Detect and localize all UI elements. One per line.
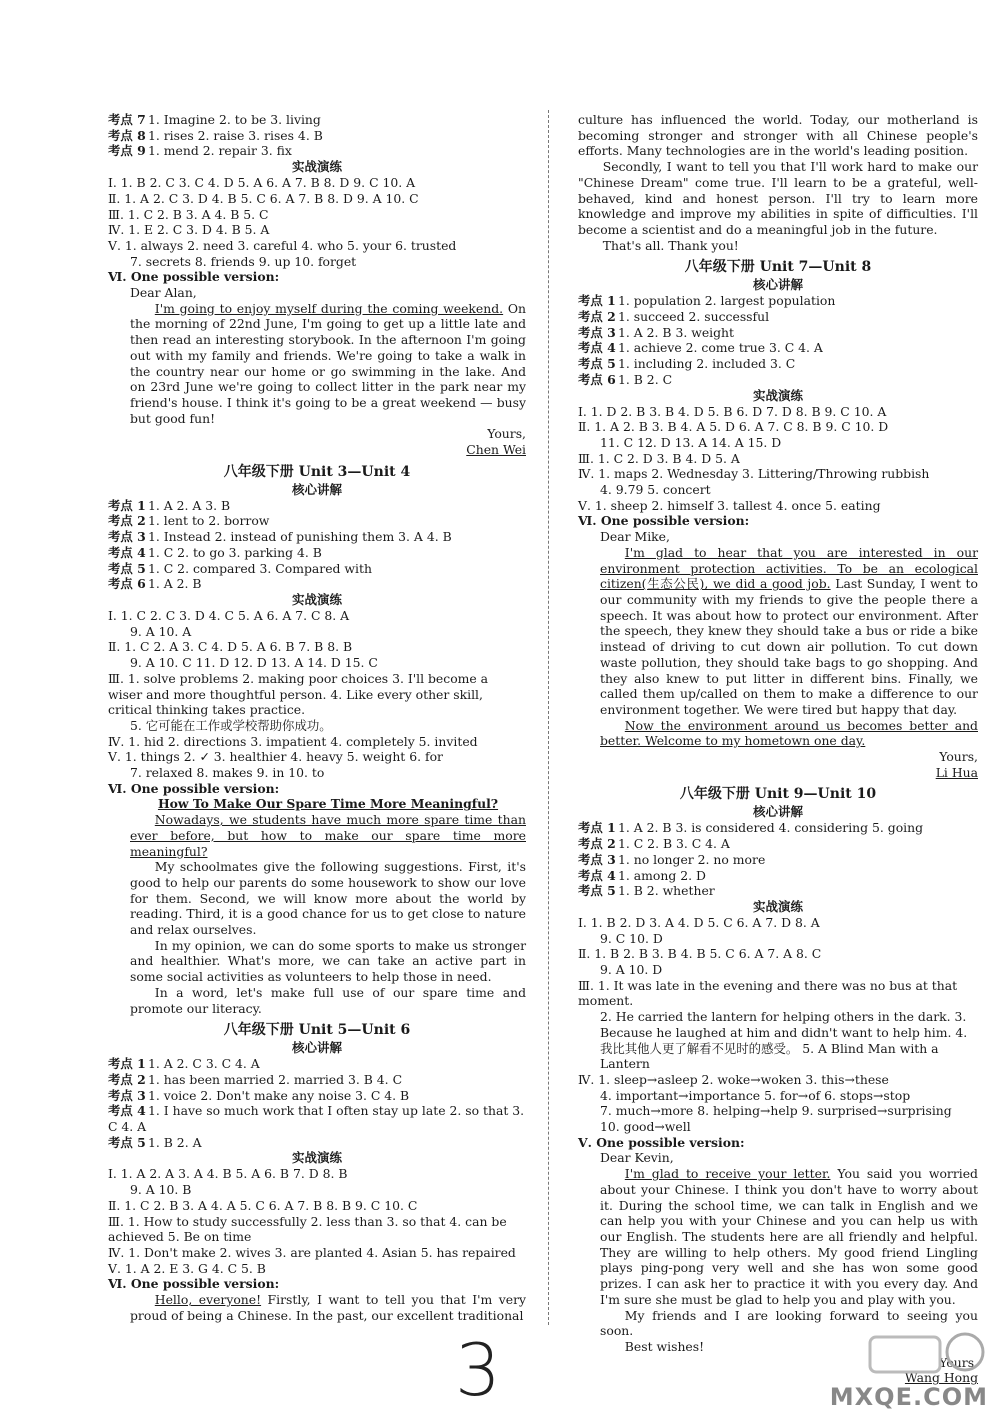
unit56-kd-list [108, 1056, 526, 1150]
kd-row [578, 372, 978, 388]
unit34-essay [108, 796, 526, 1016]
unit56-practice-title: 实战演练 [291, 1150, 342, 1166]
unit910-practice-title: 实战演练 [752, 898, 803, 914]
kd-row [578, 340, 978, 356]
letter-mike [578, 529, 978, 780]
right-column [578, 112, 978, 1386]
letter-body-text: On the morning of 22nd June, I'm going to get up a little late and then read an interesting storybook. In the afternoon I'm going out with my family and friends. We're going to take a walk in the country near our home or go swimming in the lake. And on 23rd June we're going to collect litter in the park near my friend's house. I think it's going to be a great weekend — busy but good fun! [130, 300, 527, 426]
unit34-practice-list [108, 608, 526, 781]
kd-row [578, 820, 978, 836]
kd-answer: 1. B 2. whether [618, 883, 715, 899]
answer-line: Ⅰ. 1. B 2. C 3. C 4. D 5. A 6. A 7. B 8. D 9. C 10. A [108, 175, 416, 191]
kevin-p3: Best wishes! [624, 1338, 705, 1354]
kd-label: 考点 3 [578, 324, 616, 340]
kd-label: 考点 2 [578, 836, 616, 852]
answer-line: 10. good→well [600, 1119, 691, 1135]
answer-line: Ⅲ. 1. solve problems 2. making poor choices 3. I'll become a wiser and more thoughtful person. 4. Like every other skill, critical thinking takes practice. [108, 670, 489, 718]
essay-title: How To Make Our Spare Time More Meaningful? [157, 796, 499, 812]
kd-answer: 1. succeed 2. successful [618, 309, 770, 325]
writing-label: Ⅵ. One possible version: [108, 269, 280, 285]
kevin-greeting: Dear Kevin, [600, 1150, 674, 1166]
kd-answer: 1. including 2. included 3. C [618, 356, 796, 372]
kd-label: 考点 5 [578, 883, 616, 899]
answer-line: Ⅲ. 1. How to study successfully 2. less than 3. so that 4. can be achieved 5. Be on time [108, 1213, 507, 1245]
answer-line: Ⅱ. 1. A 2. B 3. B 4. A 5. D 6. A 7. C 8. B 9. C 10. D [578, 419, 889, 435]
kd-answer: 1. I have so much work that I often stay up late 2. so that 3. C 4. A [108, 1103, 525, 1135]
kevin-p2: My friends and I are looking forward to seeing you soon. [600, 1307, 978, 1339]
kevin-signature: Wang Hong [904, 1370, 978, 1386]
unit56-title: 八年级下册 Unit 5—Unit 6 [223, 1022, 411, 1039]
answer-line: Ⅳ. 1. maps 2. Wednesday 3. Littering/Throwing rubbish [578, 466, 930, 482]
kd-row [108, 545, 526, 561]
kd-answer: 1. mend 2. repair 3. fix [148, 143, 292, 159]
kd-answer: 1. rises 2. raise 3. rises 4. B [148, 127, 323, 143]
kd-answer: 1. B 2. C [618, 371, 673, 387]
kd-label: 考点 3 [578, 851, 616, 867]
unit78-practice-list [578, 404, 978, 514]
answer-line: Ⅱ. 1. C 2. B 3. A 4. A 5. C 6. A 7. B 8. B 9. C 10. C [108, 1197, 418, 1213]
kd-answer: 1. C 2. compared 3. Compared with [148, 560, 372, 576]
mike-closing: Yours, [939, 749, 978, 765]
unit78-writing-label: Ⅵ. One possible version: [578, 513, 750, 529]
kd-answer: 1. A 2. A 3. B [148, 497, 231, 513]
letter-alan [108, 285, 526, 458]
speech-start: Firstly, I want to tell you that I'm very proud of being a Chinese. In the past, our excellent traditional [130, 1292, 526, 1323]
answer-line: Ⅰ. 1. B 2. D 3. A 4. D 5. C 6. A 7. D 8. A [578, 914, 820, 930]
answer-line: 9. C 10. D [600, 930, 663, 946]
unit34-practice-title: 实战演练 [291, 591, 342, 607]
kd-label: 考点 5 [578, 356, 616, 372]
kd-row [578, 293, 978, 309]
mike-p1-underlined: I'm glad to hear that you are interested in our environment protection activities. To be an ecological citizen(生态公民), we did a good job. [600, 544, 978, 592]
mike-greeting: Dear Mike, [600, 529, 670, 545]
essay-p2: My schoolmates give the following suggestions. First, it's good to help our parents do some housework to show our love for them. Second, we will know more about the world by reading. Third, it is a good chance for us to get close to nature and relax ourselves. [130, 859, 526, 938]
kd-answer: 1. voice 2. Don't make any noise 3. C 4. B [148, 1087, 410, 1103]
kevin-closing: Yours, [939, 1354, 978, 1370]
answer-line: 9. A 10. A [130, 623, 192, 639]
unit34-title: 八年级下册 Unit 3—Unit 4 [223, 463, 411, 480]
answer-line: Ⅳ. 1. hid 2. directions 3. impatient 4. completely 5. invited [108, 733, 478, 749]
kd-label: 考点 3 [108, 1087, 146, 1103]
unit56-writing-label: Ⅵ. One possible version: [108, 1276, 280, 1292]
kd-answer: 1. achieve 2. come true 3. C 4. A [618, 340, 823, 356]
mike-p1: Last Sunday, I went to our community with my friends to give the people there a speech. It was about how to protect our environment. After the speech, they knew they should take a bus or ride a bike instead of driving to cut down air pollution. To cut down waste pollution, they should take bags to go shopping. And they also knew to put litter in different bins. Finally, we called them up/called on them to make a difference to our environment together. We were tired but happy that day. [600, 576, 978, 717]
answer-line: Ⅲ. 1. C 2. D 3. B 4. D 5. A [578, 450, 740, 466]
answer-line: 9. A 10. B [130, 1182, 192, 1198]
unit56-speech [108, 1292, 526, 1323]
mike-p2: Now the environment around us becomes better and better. Welcome to my hometown one day. [600, 717, 978, 749]
answer-line: Ⅳ. 1. E 2. C 3. D 4. B 5. A [108, 222, 270, 238]
kd-row [108, 529, 526, 545]
page-number: 3 [455, 1328, 501, 1412]
answer-line: 4. 9.79 5. concert [600, 482, 711, 498]
unit910-core: 核心讲解 [752, 804, 803, 820]
letter-body-underlined: I'm going to enjoy myself during the coming weekend. [154, 300, 504, 316]
answer-line: 9. A 10. D [600, 962, 663, 978]
answer-line: Ⅱ. 1. A 2. C 3. D 4. B 5. C 6. A 7. B 8. D 9. A 10. C [108, 190, 419, 206]
letter-body [130, 301, 526, 427]
kd-label: 考点 4 [578, 867, 616, 883]
unit34-kd-list [108, 498, 526, 592]
kd-label: 考点 4 [108, 544, 146, 560]
unit78-core: 核心讲解 [752, 277, 803, 293]
kd-row [108, 1072, 526, 1088]
answer-line: Ⅴ. 1. A 2. E 3. G 4. C 5. B [108, 1260, 266, 1276]
kd-answer: 1. among 2. D [618, 867, 706, 883]
kd-label: 考点 5 [108, 1134, 146, 1150]
kd-answer: 1. B 2. A [148, 1134, 202, 1150]
kd-answer: 1. C 2. to go 3. parking 4. B [148, 544, 322, 560]
kd-label: 考点 6 [108, 576, 146, 592]
watermark-text: MXQE.COM [829, 1383, 988, 1411]
kd-label: 考点 1 [578, 820, 616, 836]
answer-line: Ⅳ. 1. Don't make 2. wives 3. are planted 4. Asian 5. has repaired [108, 1245, 516, 1260]
answer-line: 9. A 10. C 11. D 12. D 13. A 14. D 15. C [130, 655, 378, 671]
mike-signature: Li Hua [935, 764, 978, 780]
kd-label: 考点 1 [108, 1056, 146, 1072]
unit78-title: 八年级下册 Unit 7—Unit 8 [684, 259, 872, 276]
kd-label: 考点 8 [108, 127, 146, 143]
kd-row [578, 883, 978, 899]
kd-label: 考点 7 [108, 112, 146, 127]
column-divider [548, 110, 549, 1325]
kd-row [108, 112, 526, 128]
kd-row [578, 868, 978, 884]
unit56-core: 核心讲解 [291, 1040, 342, 1056]
answer-line: 7. secrets 8. friends 9. up 10. forget [130, 253, 357, 269]
answer-line: Ⅴ. 1. sheep 2. himself 3. tallest 4. once 5. eating [578, 497, 881, 513]
kd-row [108, 143, 526, 159]
unit56-practice-list [108, 1166, 526, 1276]
kd-answer: 1. Instead 2. instead of punishing them 3. A 4. B [148, 529, 452, 545]
answer-line: 2. He carried the lantern for helping others in the dark. 3. Because he laughed at him and didn't want to help him. 4. 我比其他人更了解看不见时的感受。 5. A Blind Man with a Lantern [600, 1009, 968, 1072]
answer-line: Ⅲ. 1. C 2. B 3. A 4. B 5. C [108, 206, 269, 222]
kd-row [108, 498, 526, 514]
answer-line: 7. much→more 8. helping→help 9. surprised→surprising [600, 1103, 952, 1119]
answer-line: Ⅰ. 1. D 2. B 3. B 4. D 5. B 6. D 7. D 8. B 9. C 10. A [578, 403, 887, 419]
answer-line: 5. 它可能在工作或学校帮助你成功。 [130, 717, 332, 733]
practice-list-top [108, 175, 526, 269]
kd-answer: 1. A 2. B [148, 576, 202, 592]
unit78-kd-list [578, 293, 978, 387]
kd-label: 考点 1 [578, 293, 616, 309]
kd-answer: 1. A 2. B 3. weight [618, 324, 735, 340]
unit910-writing-label: Ⅴ. One possible version: [578, 1134, 745, 1150]
unit34-core: 核心讲解 [291, 481, 342, 497]
kd-row [108, 513, 526, 529]
answer-line: Ⅰ. 1. A 2. A 3. A 4. B 5. A 6. B 7. D 8. B [108, 1166, 348, 1182]
answer-line: Ⅰ. 1. C 2. C 3. D 4. C 5. A 6. A 7. C 8. A [108, 607, 350, 623]
left-column [108, 112, 526, 1324]
speech-p2: Secondly, I want to tell you that I'll work hard to make our "Chinese Dream" come true. I'll learn to be a grateful, well-behaved, kind and honest person. I'll try to learn more knowledge and improve my abilities in spite of difficulties. I'll become a scientist and do a meaningful job in the future. [578, 159, 978, 237]
kd-answer: 1. C 2. B 3. C 4. A [618, 836, 730, 852]
kd-label: 考点 3 [108, 529, 146, 545]
kd-row [108, 1135, 526, 1151]
essay-p3: In my opinion, we can do some sports to make us stronger and healthier. What's more, we can take an active part in some social activities as volunteers to help those in need. [130, 937, 526, 985]
kd-row [578, 836, 978, 852]
practice-title: 实战演练 [291, 159, 342, 175]
kd-label: 考点 5 [108, 560, 146, 576]
kd-row [578, 356, 978, 372]
kd-label: 考点 9 [108, 143, 146, 159]
answer-line: Ⅱ. 1. B 2. B 3. B 4. B 5. C 6. A 7. A 8. C [578, 946, 822, 962]
kd-row [108, 1056, 526, 1072]
kd-answer: 1. has been married 2. married 3. B 4. C [148, 1071, 403, 1087]
unit910-kd-list [578, 820, 978, 899]
kd-row [108, 1088, 526, 1104]
unit78-practice-title: 实战演练 [752, 387, 803, 403]
kd-answer: 1. Imagine 2. to be 3. living [148, 112, 321, 127]
answer-line: Ⅲ. 1. It was late in the evening and there was no bus at that moment. [578, 977, 958, 1009]
kd-answer: 1. no longer 2. no more [618, 851, 766, 867]
unit910-title: 八年级下册 Unit 9—Unit 10 [679, 786, 877, 803]
kd-row [578, 852, 978, 868]
unit910-practice-list [578, 915, 978, 1135]
kd-answer: 1. A 2. B 3. is considered 4. considering 5. going [618, 820, 924, 836]
kevin-p1: You said you worried about your Chinese. I think you don't have to worry about it. During the school time, we can talk in English and we can help you with your Chinese and you can help us with our English. The students here are all friendly and helpful. They are willing to help others. My good friend Lingling plays ping-pong very well and she has won some good prizes. I can ask her to practice it with you every day. And I'm sure she must be glad to help you and play with you. [600, 1166, 978, 1307]
answer-line: Ⅳ. 1. sleep→asleep 2. woke→woken 3. this→these [578, 1071, 889, 1087]
essay-p4: In a word, let's make full use of our spare time and promote our literacy. [130, 984, 526, 1016]
kd-label: 考点 1 [108, 497, 146, 513]
unit34-writing-label: Ⅵ. One possible version: [108, 780, 280, 796]
kd-answer: 1. A 2. C 3. C 4. A [148, 1056, 260, 1072]
kevin-p1-underlined: I'm glad to receive your letter. [624, 1166, 831, 1182]
kd-row [108, 561, 526, 577]
letter-signature: Chen Wei [466, 442, 526, 458]
kd-answer: 1. population 2. largest population [618, 293, 836, 309]
answer-line: Ⅱ. 1. C 2. A 3. C 4. D 5. A 6. B 7. B 8. B [108, 639, 353, 655]
speech-end: That's all. Thank you! [602, 237, 739, 253]
answer-line: 7. relaxed 8. makes 9. in 10. to [130, 765, 325, 781]
answer-line: 4. important→importance 5. for→of 6. stops→stop [600, 1087, 911, 1103]
answer-line: Ⅴ. 1. always 2. need 3. careful 4. who 5. your 6. trusted [108, 237, 457, 253]
kd-label: 考点 4 [108, 1103, 146, 1119]
kd-label: 考点 2 [578, 309, 616, 325]
kd-list-top [108, 112, 526, 159]
kd-label: 考点 6 [578, 371, 616, 387]
kd-answer: 1. lent to 2. borrow [148, 513, 270, 529]
letter-closing: Yours, [487, 426, 526, 442]
speech-cont: culture has influenced the world. Today, our motherland is becoming stronger and stronger with all Chinese people's efforts. Many technologies are in the world's leading position. [578, 112, 978, 159]
answer-line: Ⅴ. 1. things 2. ✓ 3. healthier 4. heavy 5. weight 6. for [108, 749, 443, 765]
kd-label: 考点 2 [108, 1071, 146, 1087]
speech-continued [578, 112, 978, 253]
speech-greeting: Hello, everyone! [154, 1292, 262, 1308]
kd-row [108, 1103, 526, 1134]
kd-label: 考点 2 [108, 513, 146, 529]
kd-label: 考点 4 [578, 340, 616, 356]
essay-p1: Nowadays, we students have much more spare time than ever before, but how to make our spare time more meaningful? [130, 812, 526, 859]
kd-row [578, 325, 978, 341]
answer-line: 11. C 12. D 13. A 14. A 15. D [600, 434, 782, 450]
kd-row [108, 576, 526, 592]
letter-greeting: Dear Alan, [130, 285, 197, 301]
kd-row [108, 128, 526, 144]
kd-row [578, 309, 978, 325]
